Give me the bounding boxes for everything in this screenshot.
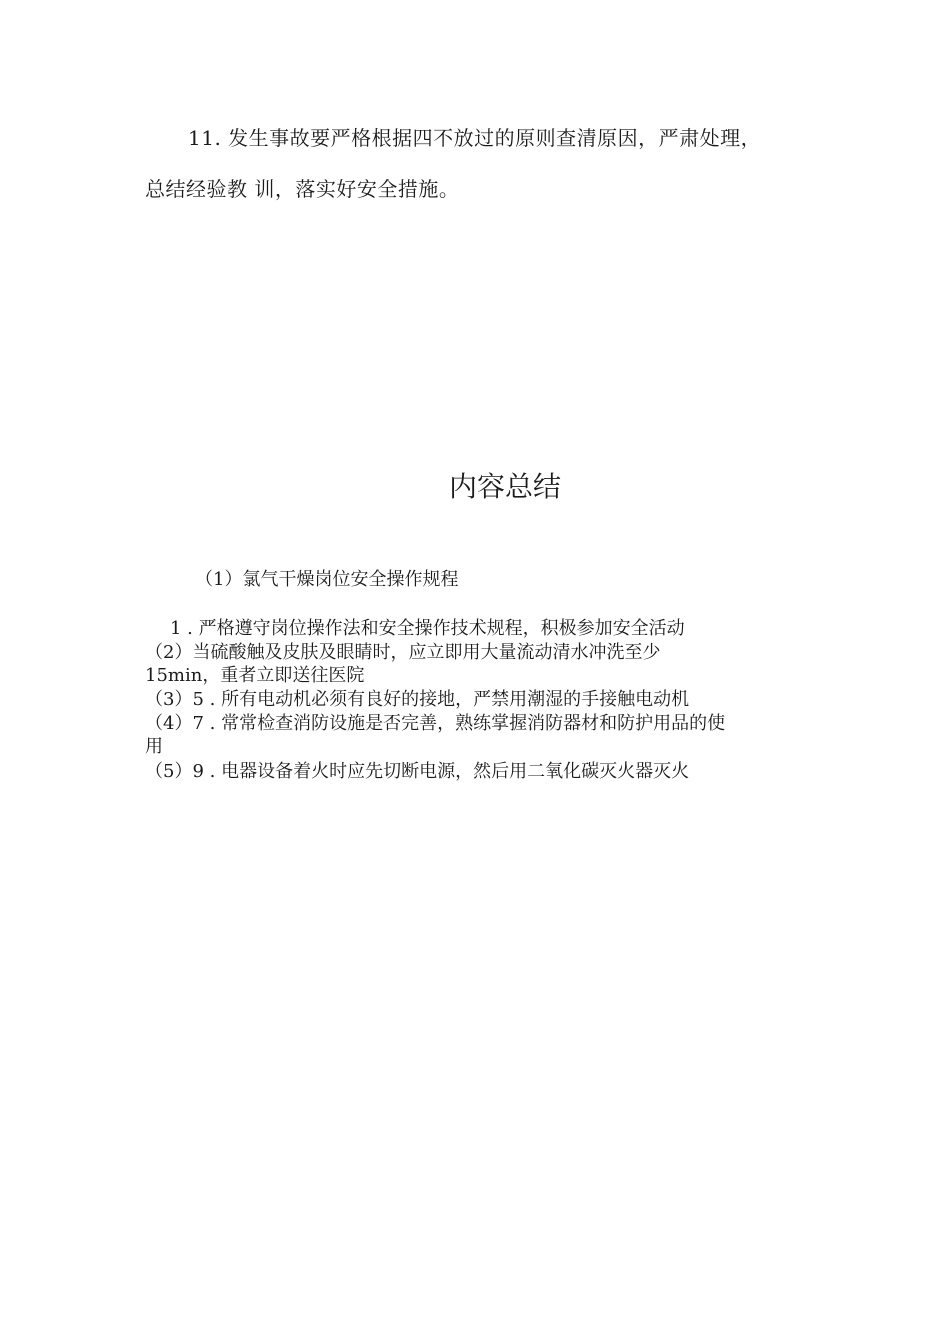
summary-item-2-line-2: 15min，重者立即送往医院	[145, 665, 365, 686]
summary-item-2-line-1: （2）当硫酸触及皮肤及眼睛时，应立即用大量流动清水冲洗至少	[145, 642, 661, 663]
paragraph-11-line-2: 总结经验教 训，落实好安全措施。	[145, 177, 460, 201]
summary-item-3: （3）5 . 所有电动机必须有良好的接地，严禁用潮湿的手接触电动机	[145, 689, 690, 710]
paragraph-11-line-1: 11. 发生事故要严格根据四不放过的原则查清原因，严肃处理，	[188, 126, 762, 150]
summary-item-5: （5）9 . 电器设备着火时应先切断电源，然后用二氧化碳灭火器灭火	[145, 761, 690, 782]
summary-title: 内容总结	[448, 470, 561, 503]
summary-item-4-line-1: （4）7 . 常常检查消防设施是否完善，熟练掌握消防器材和防护用品的使	[145, 713, 726, 734]
summary-item-1: 1 . 严格遵守岗位操作法和安全操作技术规程，积极参加安全活动	[170, 618, 685, 639]
summary-heading: （1）氯气干燥岗位安全操作规程	[195, 569, 459, 590]
summary-item-4-line-2: 用	[145, 736, 163, 757]
